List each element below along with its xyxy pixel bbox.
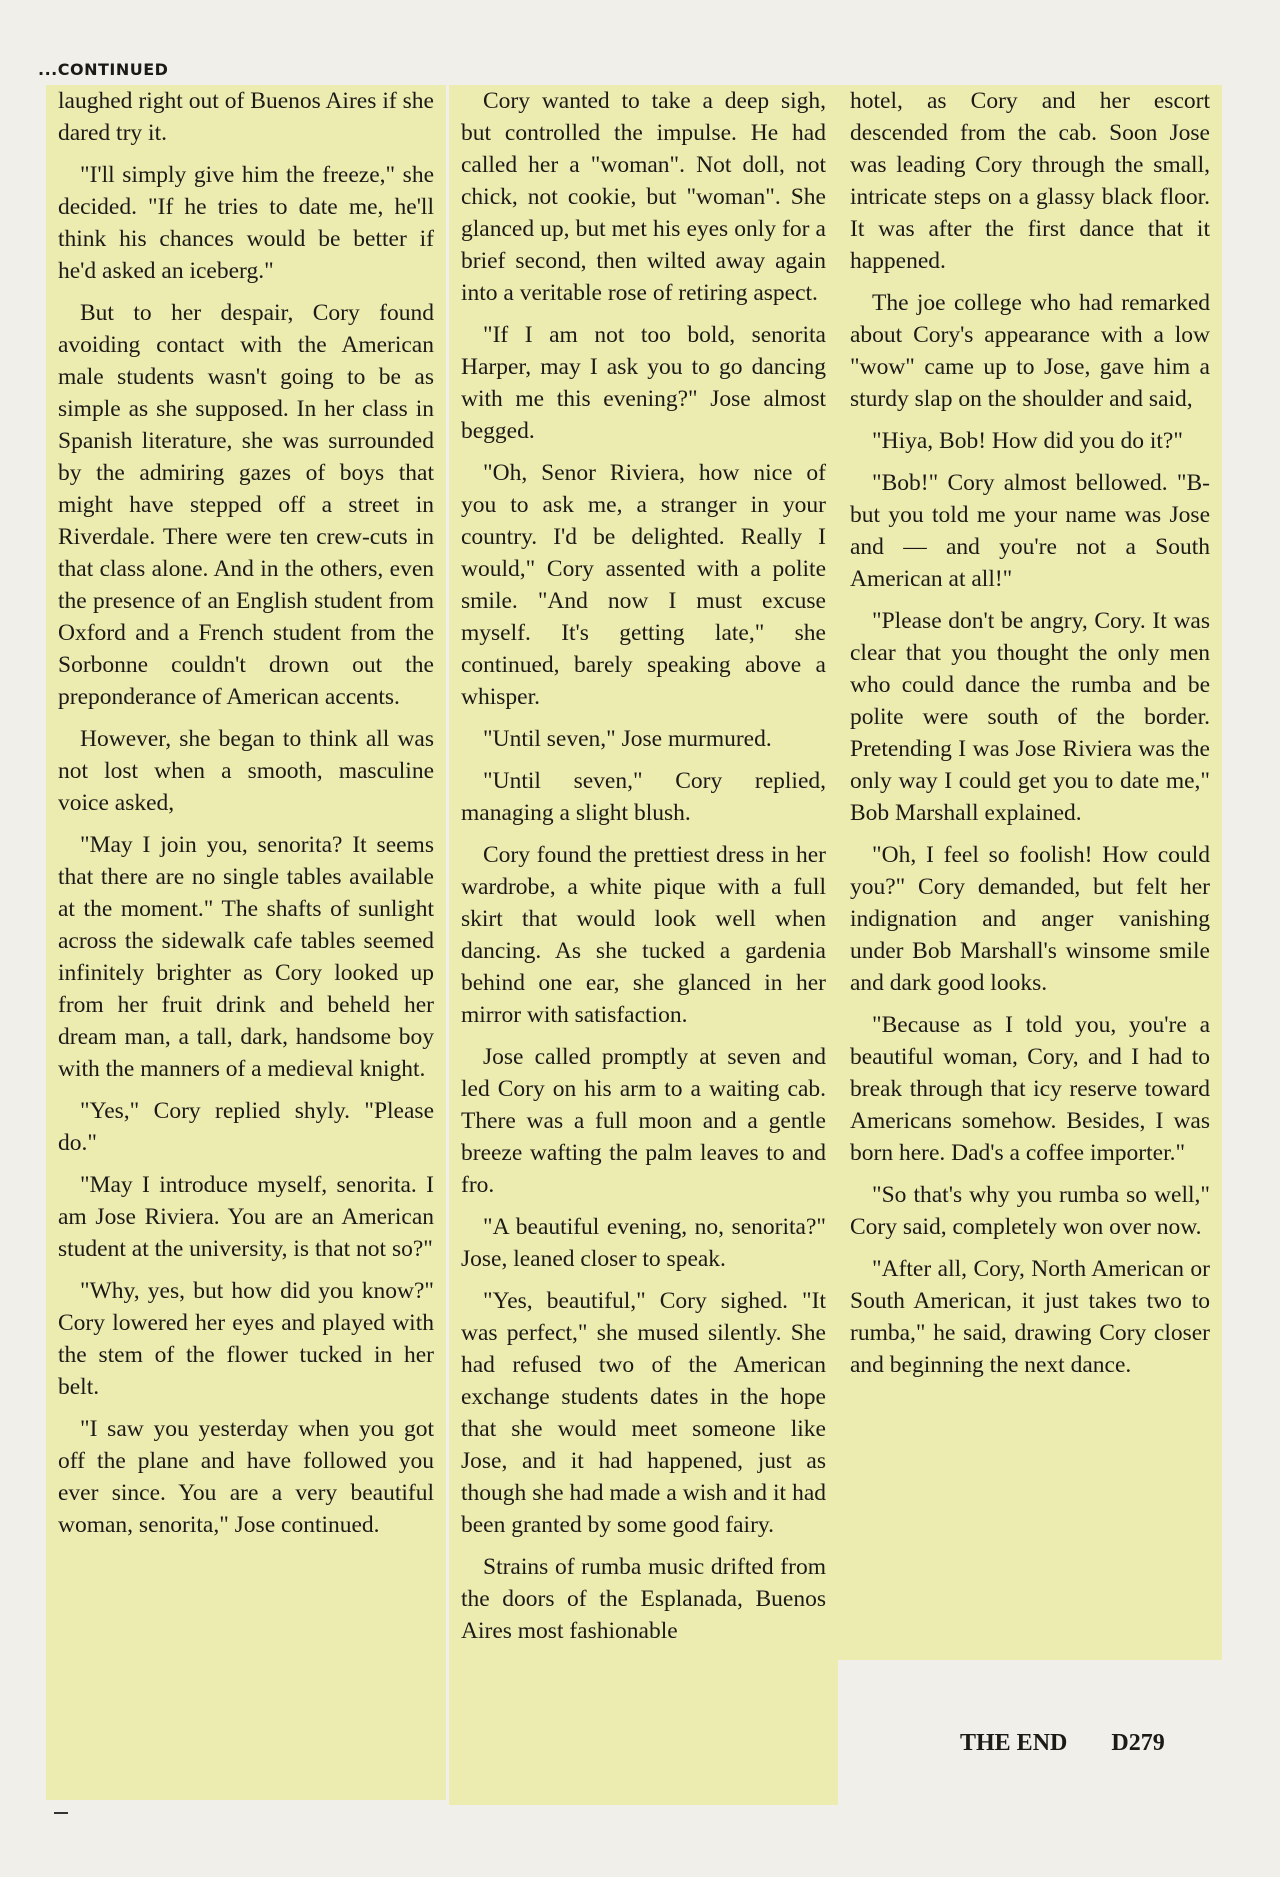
story-footer xyxy=(960,1730,1165,1757)
the-end-label: THE END xyxy=(960,1730,1068,1756)
paragraph: Cory wanted to take a deep sigh, but controlled the impulse. He had called her a "woman". Not doll, not chick, not cookie, but "woman". She glanced up, but met his eyes only for a brief second, then wilted away again into a veritable rose of retiring aspect. xyxy=(461,88,826,306)
text-column-3 xyxy=(838,85,1222,1660)
paragraph: Cory found the prettiest dress in her wardrobe, a white pique with a full skirt that would look well when dancing. As she tucked a gardenia behind one ear, she glanced in her mirror with satisfaction. xyxy=(461,842,826,1028)
paragraph: The joe college who had remarked about Cory's appearance with a low "wow" came up to Jose, gave him a sturdy slap on the shoulder and said, xyxy=(850,290,1210,412)
paragraph: "Bob!" Cory almost bellowed. "B-but you told me your name was Jose and — and you're not a South American at all!" xyxy=(850,470,1210,592)
continued-label: ...CONTINUED xyxy=(38,60,169,79)
paragraph: Jose called promptly at seven and led Cory on his arm to a waiting cab. There was a full moon and a gentle breeze wafting the palm leaves to and fro. xyxy=(461,1044,826,1198)
paragraph: "Because as I told you, you're a beautiful woman, Cory, and I had to break through that icy reserve toward Americans somehow. Besides, I was born here. Dad's a coffee importer." xyxy=(850,1012,1210,1166)
paragraph: "Yes, beautiful," Cory sighed. "It was perfect," she mused silently. She had refused two of the American exchange students dates in the hope that she would meet someone like Jose, and it had happened, just as though she had made a wish and it had been granted by some good fairy. xyxy=(461,1288,826,1538)
text-column-2 xyxy=(449,85,838,1805)
paragraph: "May I introduce myself, senorita. I am Jose Riviera. You are an American student at the university, is that not so?" xyxy=(58,1172,434,1262)
paragraph: Strains of rumba music drifted from the doors of the Esplanada, Buenos Aires most fashionable xyxy=(461,1554,826,1644)
paragraph: hotel, as Cory and her escort descended from the cab. Soon Jose was leading Cory through the small, intricate steps on a glassy black floor. It was after the first dance that it happened. xyxy=(850,88,1210,274)
paragraph: "I'll simply give him the freeze," she decided. "If he tries to date me, he'll think his chances would be better if he'd asked an iceberg." xyxy=(58,162,434,284)
paragraph: But to her despair, Cory found avoiding contact with the American male students wasn't going to be as simple as she supposed. In her class in Spanish literature, she was surrounded by the admiring gazes of boys that might have stepped off a street in Riverdale. There were ten crew-cuts in that class alone. And in the others, even the presence of an English student from Oxford and a French student from the Sorbonne couldn't drown out the preponderance of American accents. xyxy=(58,300,434,710)
paragraph: "Yes," Cory replied shyly. "Please do." xyxy=(58,1098,434,1156)
paragraph: "Hiya, Bob! How did you do it?" xyxy=(872,428,1183,454)
paragraph: "Please don't be angry, Cory. It was clear that you thought the only men who could dance the rumba and be polite were south of the border. Pretending I was Jose Riviera was the only way I could get you to date me," Bob Marshall explained. xyxy=(850,608,1210,826)
story-code: D279 xyxy=(1111,1730,1165,1756)
paragraph: "A beautiful evening, no, senorita?" Jose, leaned closer to speak. xyxy=(461,1214,826,1272)
paragraph: "May I join you, senorita? It seems that there are no single tables available at the moment." The shafts of sunlight across the sidewalk cafe tables seemed infinitely brighter as Cory looked up from her fruit drink and beheld her dream man, a tall, dark, handsome boy with the manners of a medieval knight. xyxy=(58,832,434,1082)
paragraph: "Until seven," Jose murmured. xyxy=(483,726,772,752)
paragraph: However, she began to think all was not lost when a smooth, masculine voice asked, xyxy=(58,726,434,816)
paragraph: "Until seven," Cory replied, managing a slight blush. xyxy=(461,768,826,826)
paragraph: "After all, Cory, North American or South American, it just takes two to rumba," he said, drawing Cory closer and beginning the next dance. xyxy=(850,1256,1210,1378)
paragraph: laughed right out of Buenos Aires if she dared try it. xyxy=(58,88,434,146)
paragraph: "Why, yes, but how did you know?" Cory lowered her eyes and played with the stem of the flower tucked in her belt. xyxy=(58,1278,434,1400)
paragraph: "Oh, Senor Riviera, how nice of you to ask me, a stranger in your country. I'd be delighted. Really I would," Cory assented with a polite smile. "And now I must excuse myself. It's getting late," she continued, barely speaking above a whisper. xyxy=(461,460,826,710)
text-column-1 xyxy=(46,85,446,1800)
paragraph: "If I am not too bold, senorita Harper, may I ask you to go dancing with me this evening?" Jose almost begged. xyxy=(461,322,826,444)
page-mark xyxy=(54,1812,68,1814)
paragraph: "Oh, I feel so foolish! How could you?" Cory demanded, but felt her indignation and anger vanishing under Bob Marshall's winsome smile and dark good looks. xyxy=(850,842,1210,996)
paragraph: "So that's why you rumba so well," Cory said, completely won over now. xyxy=(850,1182,1210,1240)
paragraph: "I saw you yesterday when you got off the plane and have followed you ever since. You are a very beautiful woman, senorita," Jose continued. xyxy=(58,1416,434,1538)
